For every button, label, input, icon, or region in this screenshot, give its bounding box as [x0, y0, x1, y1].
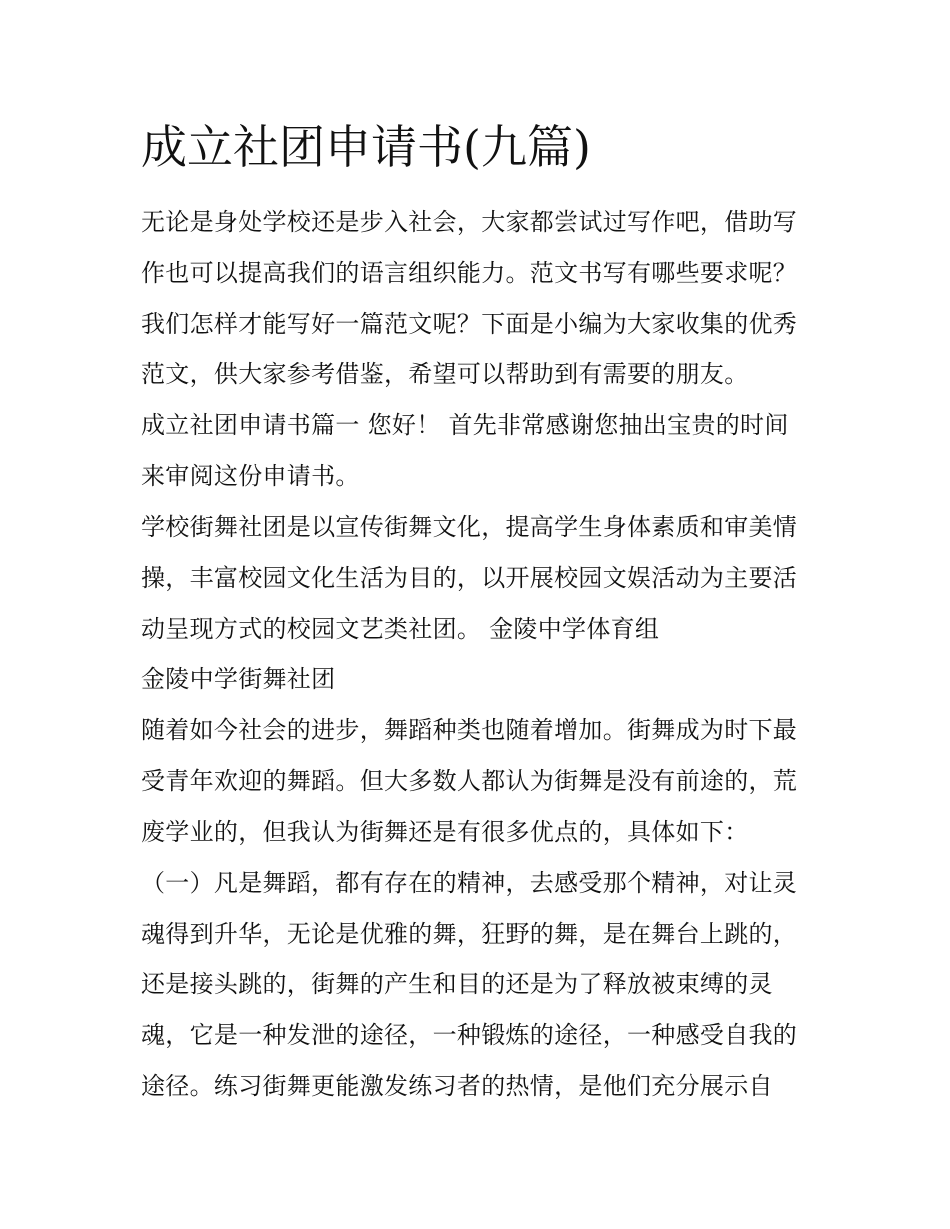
text-line: 废学业的，但我认为街舞还是有很多优点的，具体如下：: [141, 818, 749, 846]
text-line: （一）凡是舞蹈，都有存在的精神，去感受那个精神，对让灵: [141, 869, 798, 897]
document-title: 成立社团申请书(九篇): [141, 120, 591, 174]
text-line: 魂，它是一种发泄的途径，一种锻炼的途径，一种感受自我的: [141, 1021, 798, 1049]
text-line: 魂得到升华，无论是优雅的舞，狂野的舞，是在舞台上跳的，: [141, 920, 798, 948]
text-line: 途径。练习街舞更能激发练习者的热情，是他们充分展示自: [141, 1072, 773, 1100]
text-line: 来审阅这份申请书。: [141, 462, 360, 490]
text-line: 范文，供大家参考借鉴，希望可以帮助到有需要的朋友。: [141, 360, 749, 388]
text-line: 成立社团申请书篇一 您好！ 首先非常感谢您抽出宝贵的时间: [141, 411, 789, 439]
text-line: 动呈现方式的校园文艺类社团。 金陵中学体育组: [141, 615, 660, 643]
text-line: 受青年欢迎的舞蹈。但大多数人都认为街舞是没有前途的，荒: [141, 767, 798, 795]
text-line: 操，丰富校园文化生活为目的，以开展校园文娱活动为主要活: [141, 564, 798, 592]
text-line: 金陵中学街舞社团: [141, 665, 336, 693]
text-line: 无论是身处学校还是步入社会，大家都尝试过写作吧，借助写: [141, 208, 798, 236]
text-line: 作也可以提高我们的语言组织能力。范文书写有哪些要求呢？: [141, 259, 798, 287]
text-line: 学校街舞社团是以宣传街舞文化，提高学生身体素质和审美情: [141, 513, 798, 541]
text-line: 还是接头跳的，街舞的产生和目的还是为了释放被束缚的灵: [141, 970, 773, 998]
text-line: 我们怎样才能写好一篇范文呢？下面是小编为大家收集的优秀: [141, 310, 798, 338]
text-line: 随着如今社会的进步，舞蹈种类也随着增加。街舞成为时下最: [141, 716, 798, 744]
